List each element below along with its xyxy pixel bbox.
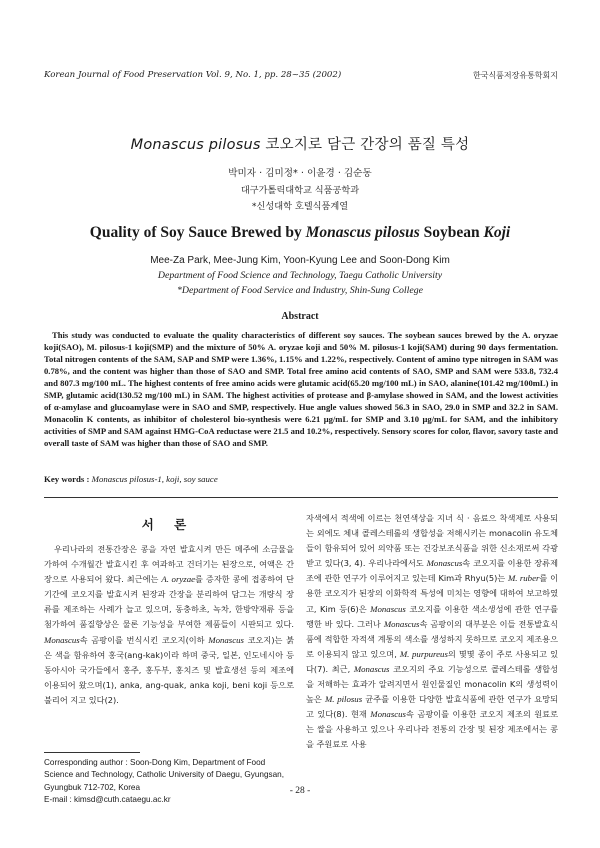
korean-title — [0, 133, 600, 154]
intro-text: 를 이용한 코오지가 된장의 이화학적 특성에 미치는 영향에 대하여 보고하였고, Kim 등(6)은 — [306, 573, 559, 614]
keywords-label: Key words : — [44, 474, 90, 484]
english-title-middle: Soybean — [419, 224, 484, 241]
english-title-koji: Koji — [483, 224, 511, 241]
intro-text: 의 몇몇 종이 주로 사용되고 있다(7). 최근, — [306, 648, 558, 674]
korean-affiliation-2: *신성대학 호텔식품계열 — [251, 201, 349, 212]
intro-text: 우리나라의 전통간장은 콩을 자연 발효시켜 만든 메주에 소금물을 가하여 수개월간 발효시킨 후 여과하고 건더기는 된장으로, 여액은 간장으로 사용되어 왔다. 최근에는 — [44, 544, 294, 585]
footnote-divider — [44, 752, 140, 753]
species-name: Monascus — [383, 618, 420, 629]
keywords-list: Monascus pilosus-1, koji, soy sauce — [91, 474, 218, 484]
intro-text: 코오지의 주요 기능성으로 콜레스테롤 생합성을 저해하는 효과가 알려지면서 원인물질인 monacolin K의 생성력이 높은 — [306, 663, 558, 705]
korean-title-species: Monascus pilosus — [130, 137, 261, 153]
abstract-body: This study was conducted to evaluate the quality characteristics of different soy sauces. The soybean sauces brewed by the A. oryzae koji(SAO), M. pilosus-1 koji(SMP) and the mixture of 50% A. oryzae koji and 50% M. pilosus-1 koji(SAM) during 90 days fermentation. Total nitrogen contents of the SAM, SAP and SMP were 1.36%, 1.15% and 1.22%, respectively. Content of amino type nitrogen in SAM was 0.78%, and the content was higher than those of SAO and SMP. Total free amino acid contents of SAO, SMP and SAM were 533.8, 732.4 and 807.3 mg/100 mL. The highest contents of free amino acids were glutamic acid(65.20 mg/100 mL) in SAO, alanine(101.42 mg/100mL) in SMP, glutamic acid(130.52 mg/100 mL) in SAM. The highest activities of protease and β-amylase showed in SAM, and the lowest activities of α-amylase and glucoamylase were in SAO and SMP, respectively. Hue angle values showed 56.3 in SAO, 29.0 in SMP and 32.2 in SAM. Monacolin K contents, as inhibitor of cholesterol bio-synthesis were 6.21 μg/mL for SMP and 3.10 μg/mL for SAM, and the inhibitory activities of SMP and SAM against HMG-CoA reductase were 21.5 and 10.2%, respectively. Sensory scores for color, flavor, savory taste and overall taste of SAM was higher than those of SAO and SMP. — [44, 330, 558, 449]
footnote-line: Science and Technology, Catholic University of Daegu, Gyungsan, — [44, 770, 284, 780]
intro-left-column — [44, 542, 294, 708]
species-name: A. oryzae — [161, 574, 196, 585]
species-name: Monascus — [426, 558, 463, 569]
running-header — [44, 70, 558, 84]
english-affiliation-1: Department of Food Science and Technology, Taegu Catholic University — [157, 270, 443, 281]
species-name: M. purpureus — [399, 648, 448, 659]
corresponding-author-footnote — [44, 757, 294, 807]
page-number: - 28 - — [289, 786, 311, 796]
intro-text: 속 코오지를 이용한 장류제조에 관한 연구가 이루어지고 있는데 Kim과 Rhyu(5)는 — [306, 558, 558, 584]
society-name: 한국식품저장유통학회지 — [472, 71, 558, 80]
abstract-divider — [44, 497, 558, 498]
intro-right-column — [306, 511, 558, 753]
species-name: Monascus — [370, 709, 406, 720]
footnote-line: Gyungbuk 712-702, Korea — [44, 782, 141, 792]
species-name: Monascus — [370, 603, 406, 614]
english-title-species: Monascus pilosus — [305, 224, 420, 241]
english-authors: Mee-Za Park, Mee-Jung Kim, Yoon-Kyung Lee and Soon-Dong Kim — [150, 255, 450, 266]
intro-text: 속 곰팡이를 이용한 코오지 제조의 원료로는 쌀을 사용하고 있으나 우리나라 전통의 간장 및 된장 제조에서는 콩을 주원료로 사용 — [306, 709, 559, 750]
intro-text: 속 곰팡이를 번식시킨 코오지(이하 — [79, 634, 209, 645]
intro-text: 코오지를 이용한 색소생성에 관한 연구를 행한 바 있다. 그러나 — [306, 603, 559, 629]
korean-authors: 박미자 · 김미정* · 이윤경 · 김순동 — [228, 168, 372, 179]
intro-text: 자색에서 적색에 이르는 천연색상을 지녀 식 · 음료으 착색제로 사용되는 외에도 체내 콜레스테롤의 생합성을 저해시키는 monacolin 유도체들이 함유되어 있어 의약품 또는 건강보조식품을 위한 신소재로써 각광받고 있다(3, 4). 우리나라에서도 — [306, 513, 558, 569]
intro-text: 를 증자한 콩에 접종하여 단기간에 코오지를 발효시켜 된장과 간장을 분리하여 담그는 개량식 장류를 제조하는 사례가 늘고 있으며, 동충하초, 녹차, 한방약재류 등을 첨가하여 품질향상은 물론 기능성을 부여한 제품들이 시판되고 있다. — [44, 574, 294, 630]
keywords — [44, 474, 558, 484]
english-title — [0, 224, 600, 242]
english-title-prefix: Quality of Soy Sauce Brewed by — [89, 224, 306, 241]
species-name: Monascus — [208, 634, 244, 645]
species-name: Monascus — [44, 634, 80, 645]
intro-text: 균주를 이용한 다양한 발효식품에 관한 연구가 요망되고 있다(8). 현재 — [306, 694, 558, 720]
species-name: M. ruber — [507, 573, 540, 584]
section-title-introduction: 서 론 — [141, 517, 195, 532]
intro-text: 코오지)는 붉은 색을 함유하여 홍국(ang-kak)이라 하며 중국, 일본, 인도네시아 등 동아시아 국가들에서 홍주, 홍두부, 홍치즈 및 발효생선 등의 제조에 이용되어 왔으며(1), anka, ang-quak, anka koji, beni koji 등으로 불리어 지고 있다(2). — [44, 634, 294, 705]
english-affiliation-2: *Department of Food Service and Industry, Shin-Sung College — [177, 285, 423, 296]
korean-affiliation-1: 대구가톨릭대학교 식품공학과 — [240, 185, 360, 196]
intro-text: 속 곰팡이의 대부분은 이들 전통발효식품에 적합한 자적색 계통의 색소를 생성하지 못하므로 코오지 제조용으로 이용되지 않고 있으며, — [306, 618, 558, 659]
footnote-email: E-mail : kimsd@cuth.cataegu.ac.kr — [44, 795, 171, 805]
footnote-line: Corresponding author : Soon-Dong Kim, Department of Food — [44, 758, 266, 767]
species-name: M. pilosus — [324, 694, 363, 705]
korean-title-rest: 코오지로 담근 간장의 품질 특성 — [260, 137, 470, 153]
abstract-heading: Abstract — [281, 311, 319, 322]
species-name: Monascus — [353, 663, 390, 674]
journal-citation: Korean Journal of Food Preservation Vol. 9, No. 1, pp. 28~35 (2002) — [44, 70, 342, 80]
